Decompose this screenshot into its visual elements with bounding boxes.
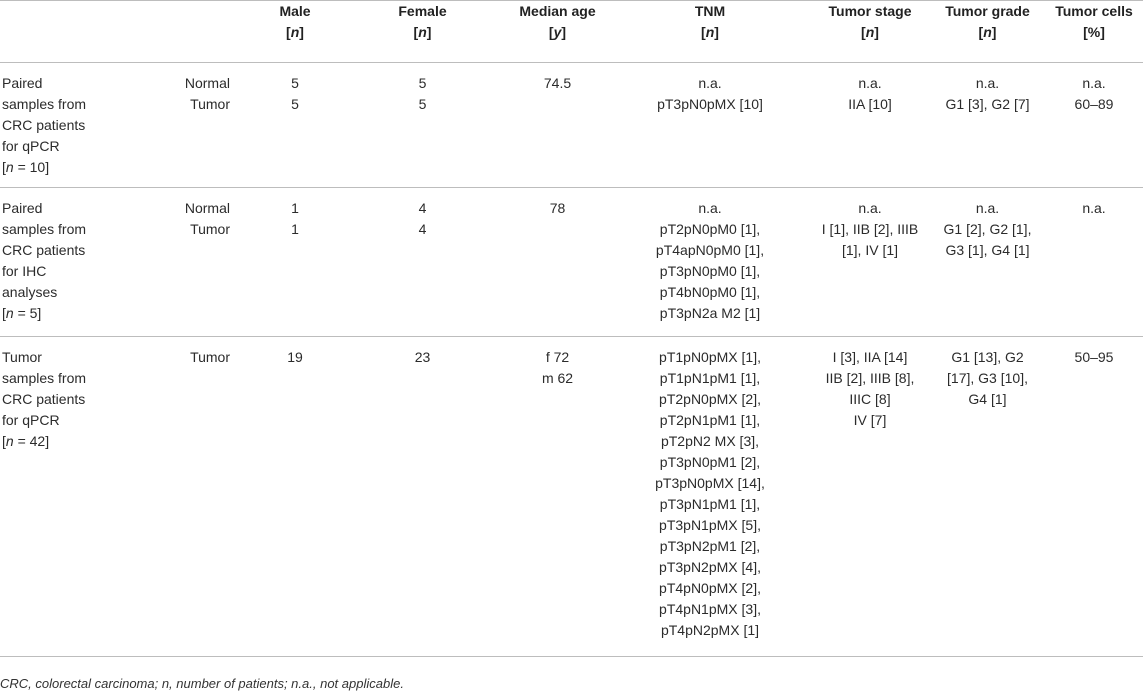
cell-line: pT4bN0pM0 [1], bbox=[659, 283, 761, 300]
cell-line: [1], IV [1] bbox=[841, 241, 899, 258]
cell-line: pT3pN1pMX [5], bbox=[659, 516, 761, 533]
cell-subgroup bbox=[140, 62, 250, 187]
cell-male bbox=[250, 187, 340, 336]
cell-line: CRC patients bbox=[2, 241, 86, 258]
cell-line: pT2pN1pM1 [1], bbox=[659, 411, 761, 428]
cell-line: G1 [2], G2 [1], bbox=[943, 220, 1032, 237]
cell-line: pT1pN0pMX [1], bbox=[659, 348, 761, 365]
cell-tnm bbox=[610, 336, 810, 656]
cell-tumor-stage bbox=[810, 336, 930, 656]
table-row bbox=[0, 187, 1143, 336]
cell-line: pT2pN0pM0 [1], bbox=[659, 220, 761, 237]
table-body bbox=[0, 62, 1143, 656]
table-header bbox=[0, 1, 1143, 62]
column-title: TNM bbox=[694, 3, 726, 19]
cell-line: CRC patients bbox=[2, 116, 86, 133]
cell-line: 5 bbox=[291, 74, 299, 91]
cell-line: 78 bbox=[549, 199, 566, 216]
cell-group bbox=[0, 336, 140, 656]
cell-line: pT1pN1pM1 [1], bbox=[659, 369, 761, 386]
cell-subgroup bbox=[140, 336, 250, 656]
column-title: Tumor stage bbox=[828, 3, 912, 19]
column-header-tumor-cells bbox=[1045, 1, 1143, 62]
cell-line: 23 bbox=[414, 348, 431, 365]
column-title: Tumor grade bbox=[945, 3, 1030, 19]
cell-line: m 62 bbox=[541, 369, 574, 386]
cell-group bbox=[0, 62, 140, 187]
cell-line: pT3pN0pM0 [1], bbox=[659, 262, 761, 279]
cell-line: n.a. bbox=[1082, 74, 1106, 91]
column-header-male bbox=[250, 1, 340, 62]
cell-line: n.a. bbox=[975, 199, 1000, 216]
cell-tumor-cells bbox=[1045, 62, 1143, 187]
cell-line: IV [7] bbox=[853, 411, 887, 428]
cell-female bbox=[340, 62, 505, 187]
cell-line: G3 [1], G4 [1] bbox=[945, 241, 1030, 258]
cell-line: 60–89 bbox=[1074, 95, 1114, 112]
column-title: Male bbox=[279, 3, 311, 19]
cell-line: I [1], IIB [2], IIIB bbox=[821, 220, 919, 237]
cell-line: I [3], IIA [14] bbox=[832, 348, 908, 365]
cell-line: Paired bbox=[2, 199, 43, 216]
cell-median-age bbox=[505, 336, 610, 656]
cell-tumor-stage bbox=[810, 187, 930, 336]
cell-line: for IHC bbox=[2, 262, 47, 279]
cell-line: n.a. bbox=[858, 74, 882, 91]
column-title: Median age bbox=[519, 3, 596, 19]
column-unit: [n] bbox=[701, 24, 719, 40]
cell-line: n.a. bbox=[975, 74, 1000, 91]
cell-line: Tumor bbox=[2, 348, 42, 365]
column-header-tnm bbox=[610, 1, 810, 62]
cell-tnm bbox=[610, 62, 810, 187]
column-header-female bbox=[340, 1, 505, 62]
cell-line: Normal bbox=[184, 199, 230, 216]
cell-line: pT3pN1pM1 [1], bbox=[659, 495, 761, 512]
column-header-tumor-grade bbox=[930, 1, 1045, 62]
cell-line: samples from bbox=[2, 369, 87, 386]
cell-line: 50–95 bbox=[1074, 348, 1114, 365]
cell-female bbox=[340, 336, 505, 656]
cell-line: pT3pN0pMX [14], bbox=[655, 474, 765, 491]
cell-line: pT3pN2a M2 [1] bbox=[659, 304, 761, 321]
cell-line: 5 bbox=[291, 95, 299, 112]
cell-line: for qPCR bbox=[2, 411, 60, 428]
cell-line: 5 bbox=[418, 74, 427, 91]
cell-line: IIA [10] bbox=[848, 95, 892, 112]
cell-line: [n = 10] bbox=[2, 158, 50, 175]
cell-line: pT2pN2 MX [3], bbox=[660, 432, 760, 449]
cell-line: analyses bbox=[2, 283, 58, 300]
table-row bbox=[0, 62, 1143, 187]
column-title: Female bbox=[398, 3, 447, 19]
column-header-tumor-stage bbox=[810, 1, 930, 62]
cell-line: pT3pN0pMX [10] bbox=[657, 95, 763, 112]
cell-line: Tumor bbox=[190, 220, 230, 237]
column-unit: [y] bbox=[548, 24, 567, 40]
cell-line: 1 bbox=[291, 220, 299, 237]
column-unit: [n] bbox=[861, 24, 879, 40]
cell-line: for qPCR bbox=[2, 137, 60, 154]
cell-female bbox=[340, 187, 505, 336]
cell-line: 5 bbox=[418, 95, 427, 112]
cell-line: n.a. bbox=[698, 74, 722, 91]
cell-line: samples from bbox=[2, 220, 87, 237]
cell-line: pT4pN0pMX [2], bbox=[659, 579, 761, 596]
column-title: Tumor cells bbox=[1055, 3, 1133, 19]
cell-line: Paired bbox=[2, 74, 43, 91]
cell-male bbox=[250, 62, 340, 187]
cell-tumor-stage bbox=[810, 62, 930, 187]
cell-line: [n = 42] bbox=[2, 432, 50, 449]
column-unit: [n] bbox=[413, 24, 432, 40]
cell-line: G1 [3], G2 [7] bbox=[945, 95, 1030, 112]
cell-line: n.a. bbox=[1082, 199, 1106, 216]
cell-line: Tumor bbox=[190, 95, 230, 112]
cell-line: G1 [13], G2 bbox=[951, 348, 1024, 365]
cell-line: Normal bbox=[184, 74, 230, 91]
cell-line: pT4apN0pM0 [1], bbox=[655, 241, 765, 258]
column-unit: [%] bbox=[1083, 24, 1105, 40]
cell-tumor-grade bbox=[930, 187, 1045, 336]
cell-line: samples from bbox=[2, 95, 87, 112]
patient-characteristics-table bbox=[0, 1, 1143, 657]
cell-median-age bbox=[505, 62, 610, 187]
cell-line: IIB [2], IIIB [8], bbox=[825, 369, 915, 386]
cell-line: 4 bbox=[418, 199, 427, 216]
cell-tumor-grade bbox=[930, 62, 1045, 187]
column-header-median-age bbox=[505, 1, 610, 62]
cell-tumor-grade bbox=[930, 336, 1045, 656]
cell-subgroup bbox=[140, 187, 250, 336]
cell-line: pT4pN2pMX [1] bbox=[660, 621, 760, 638]
cell-group bbox=[0, 187, 140, 336]
cell-line: pT3pN2pM1 [2], bbox=[659, 537, 761, 554]
cell-line: 74.5 bbox=[543, 74, 572, 91]
cell-line: 19 bbox=[287, 348, 303, 365]
cell-tnm bbox=[610, 187, 810, 336]
table-row bbox=[0, 336, 1143, 656]
column-header-subgroup bbox=[140, 1, 250, 62]
cell-line: pT4pN1pMX [3], bbox=[659, 600, 761, 617]
cell-line: pT2pN0pMX [2], bbox=[659, 390, 761, 407]
column-unit: [n] bbox=[286, 24, 304, 40]
cell-line: CRC patients bbox=[2, 390, 86, 407]
cell-tumor-cells bbox=[1045, 336, 1143, 656]
cell-line: n.a. bbox=[858, 199, 882, 216]
cell-line: G4 [1] bbox=[968, 390, 1007, 407]
cell-median-age bbox=[505, 187, 610, 336]
column-unit: [n] bbox=[978, 24, 997, 40]
cell-line: f 72 bbox=[545, 348, 570, 365]
cell-line: 1 bbox=[291, 199, 299, 216]
header-row bbox=[0, 1, 1143, 62]
cell-line: n.a. bbox=[698, 199, 722, 216]
cell-line: pT3pN0pM1 [2], bbox=[659, 453, 761, 470]
cell-line: [n = 5] bbox=[2, 304, 42, 321]
cell-male bbox=[250, 336, 340, 656]
cell-line: pT3pN2pMX [4], bbox=[659, 558, 761, 575]
cell-line: IIIC [8] bbox=[849, 390, 891, 407]
cell-line: 4 bbox=[418, 220, 427, 237]
cell-tumor-cells bbox=[1045, 187, 1143, 336]
cell-line: Tumor bbox=[190, 348, 230, 365]
table-footnote: CRC, colorectal carcinoma; n, number of patients; n.a., not applicable. bbox=[0, 676, 404, 691]
column-header-group bbox=[0, 1, 140, 62]
cell-line: [17], G3 [10], bbox=[947, 369, 1028, 386]
